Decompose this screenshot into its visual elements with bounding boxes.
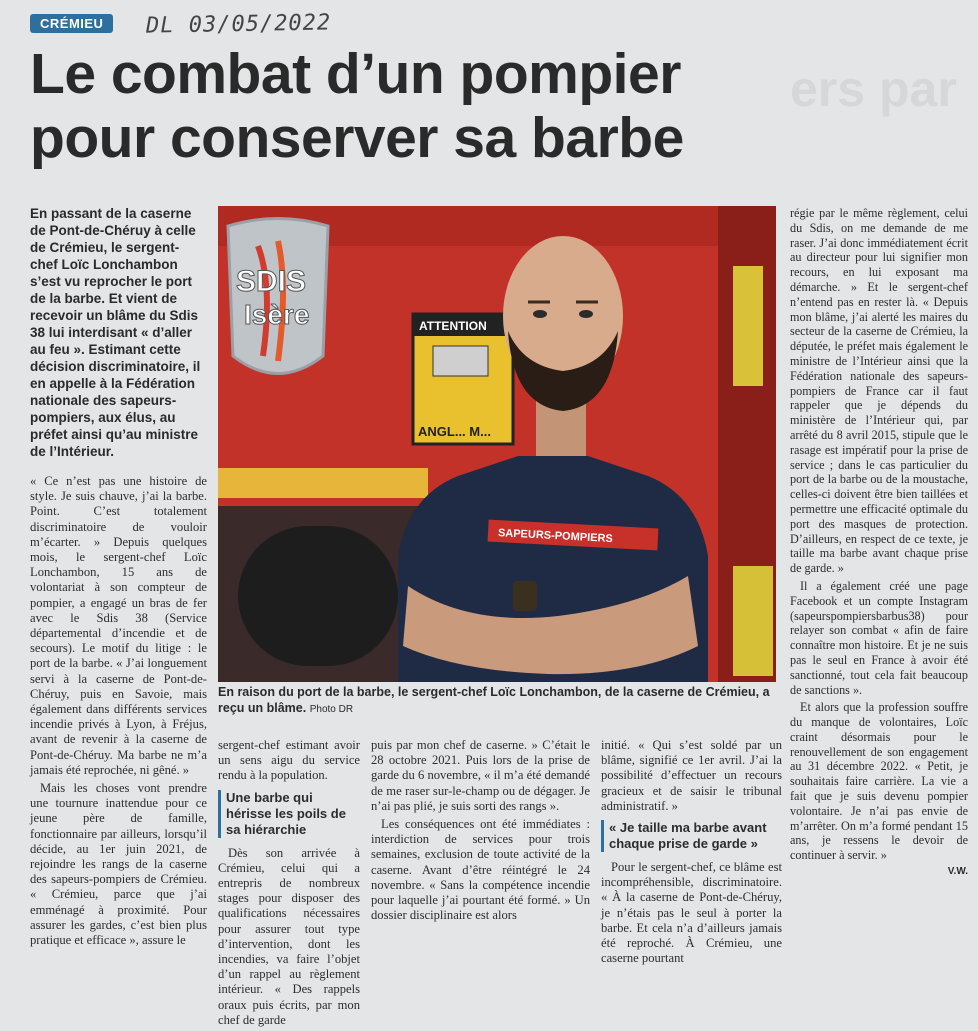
- subheading: « Je taille ma barbe avant chaque prise de garde »: [601, 820, 782, 852]
- paragraph: régie par le même règlement, celui du Sdis, on me demande de me raser. J’ai donc immédiatement écrit au directeur pour lui signifier mon recours, en lui exposant ma démarche. » Et le sergent-chef n’entend pas en rester là. « Depuis mon blâme, j’ai alerté les maires du secteur de la caserne de Crémieu, la députée, le préfet mais également le ministre de l’Intérieur ainsi que la Fédération nationale des sapeurs-pompiers de France car il faut rappeler que je dépends du ministère de l’Intérieur qui, par arrêté du 8 avril 2015, stipule que le rasage est impératif pour la prise de service ; dans le cas particulier du port de la barbe ou de la moustache, celles-ci doivent être bien taillées et permettre une efficacité optimale du port des masques de protection. D’ailleurs, en respect de ce texte, je taille ma barbe avant chaque prise de garde. »: [790, 206, 968, 576]
- article-column-4: [601, 738, 782, 969]
- headline: Le combat d’un pompier pour conserver sa barbe: [30, 42, 684, 170]
- paragraph: sergent-chef estimant avoir un sens aigu du service rendu à la population.: [218, 738, 360, 783]
- paragraph: puis par mon chef de caserne. » C’était le 28 octobre 2021. Puis lors de la prise de garde du 6 novembre, « il m’a été demandé de me raser sur-le-champ ou de dégager. Je n’ai pas plié, je suis sorti des rangs ».: [371, 738, 590, 813]
- photo-caption: [218, 684, 778, 718]
- article-column-2: [218, 738, 360, 1031]
- watch-icon: [513, 581, 537, 611]
- opening-quote: « Ce n’est pas une histoire de style. Je suis chauve, j’ai la barbe. Point. C’est totalement discriminatoire de vouloir m’écarter. » Depuis quelques mois, le sergent-chef Loïc Lonchambon, 15 ans de volontariat à son compteur de pompier, a engagé un bras de fer avec le Sdis 38 (Service départemental d’incendie et de secours). Le motif du litige : le port de la barbe. « J’ai longuement servi à la caserne de Pont-de-Chéruy, puis en Savoie, mais également dans différents services incendie privés à Lyon, à Fréjus, avant de revenir à la caserne de Pont-de-Chéruy. Ma barbe ne m’a jamais été reprochée, ni gêné. »: [30, 474, 207, 777]
- section-kicker: CRÉMIEU: [30, 14, 113, 33]
- photo-credit: Photo DR: [309, 704, 354, 715]
- subheading: Une barbe qui hérisse les poils de sa hiérarchie: [218, 790, 360, 838]
- handwritten-date: DL 03/05/2022: [145, 10, 332, 39]
- caption-text: En raison du port de la barbe, le sergent-chef Loïc Lonchambon, de la caserne de Crémieu, a reçu un blâme.: [218, 685, 770, 715]
- author-signature: V.W.: [947, 866, 968, 878]
- article-column-1: [30, 474, 207, 951]
- paragraph: initié. « Qui s’est soldé par un blâme, signifié ce 1er avril. J’ai la possibilité d’effectuer un recours gracieux et de saisir le tribunal administratif. »: [601, 738, 782, 813]
- article-photo: [218, 206, 776, 682]
- logo-text-isere: Isère: [244, 299, 310, 330]
- article-column-5: [790, 206, 968, 877]
- paragraph: Dès son arrivée à Crémieu, celui qui a entrepris de nombreux stages pour disposer des qualifications nécessaires pour assurer tout type d’intervention, dont les incendies, va faire l’objet d’un rappel au règlement intérieur. « Des rappels oraux puis écrits, par mon chef de garde: [218, 845, 360, 1027]
- paragraph: [30, 474, 207, 778]
- lead-paragraph: En passant de la caserne de Pont-de-Chéruy à celle de Crémieu, le sergent-chef Loïc Lonchambon s’est vu reprocher le port de la barbe. Et vient de recevoir un blâme du Sdis 38 lui interdisant « d’aller au feu ». Estimant cette décision discriminatoire, il en appelle à la Fédération nationale des sapeurs-pompiers, aux élus, au préfet ainsi qu’au ministre de l’Intérieur.: [30, 206, 201, 459]
- bleed-through-text: ers par: [790, 61, 957, 117]
- article-column-3: [371, 738, 590, 926]
- paragraph: Et alors que la profession souffre du manque de volontaires, Loïc craint désormais pour le renouvellement de son engagement au 31 décembre 2022. « Petit, je souhaitais faire carrière. La vie a fait que je suis devenu pompier volontaire. Je n’ai pas envie de m’arrêter. On m’a formé pendant 15 ans, je ressens le devoir de continuer à servir. »: [790, 700, 968, 863]
- sign-title: ATTENTION: [419, 319, 487, 333]
- paragraph: Il a également créé une page Facebook et un compte Instagram (sapeurspompiersbarbus38) pour relayer son combat « afin de faire connaître mon histoire. Et je ne suis pas le seul en France à avoir été sanctionné, tout cela fait beaucoup de sanctions ».: [790, 578, 968, 697]
- logo-text-sdis: SDIS: [236, 265, 307, 298]
- firefighter-illustration: [218, 206, 776, 682]
- shirt-patch-text: SAPEURS-POMPIERS: [497, 527, 614, 546]
- sign-text: ANGL... M...: [418, 424, 491, 439]
- paragraph: Les conséquences ont été immédiates : interdiction de services pour trois semaines, exclusion de toute activité de la caserne. Avant d’être réintégré le 24 novembre. « Sans la compétence incendie pour laquelle j’ai pourtant été formé. » Un dossier disciplinaire est alors: [371, 817, 590, 923]
- paragraph: Mais les choses vont prendre une tournure inattendue pour ce jeune père de famille, fonctionnaire par ailleurs, lorsqu’il décide, au 1er juin 2021, de rejoindre les rangs de la caserne des sapeurs-pompiers de Crémieu. « Crémieu, parce que j’ai emménagé à proximité. Pour assurer les gardes, c’est bien plus pratique et efficace », assure le: [30, 781, 207, 948]
- paragraph: Pour le sergent-chef, ce blâme est incompréhensible, discriminatoire. « À la caserne de Pont-de-Chéruy, je n’étais pas le seul à porter la barbe. Et cela n’a d’ailleurs jamais été reproché. À Crémieu, une caserne pourtant: [601, 860, 782, 966]
